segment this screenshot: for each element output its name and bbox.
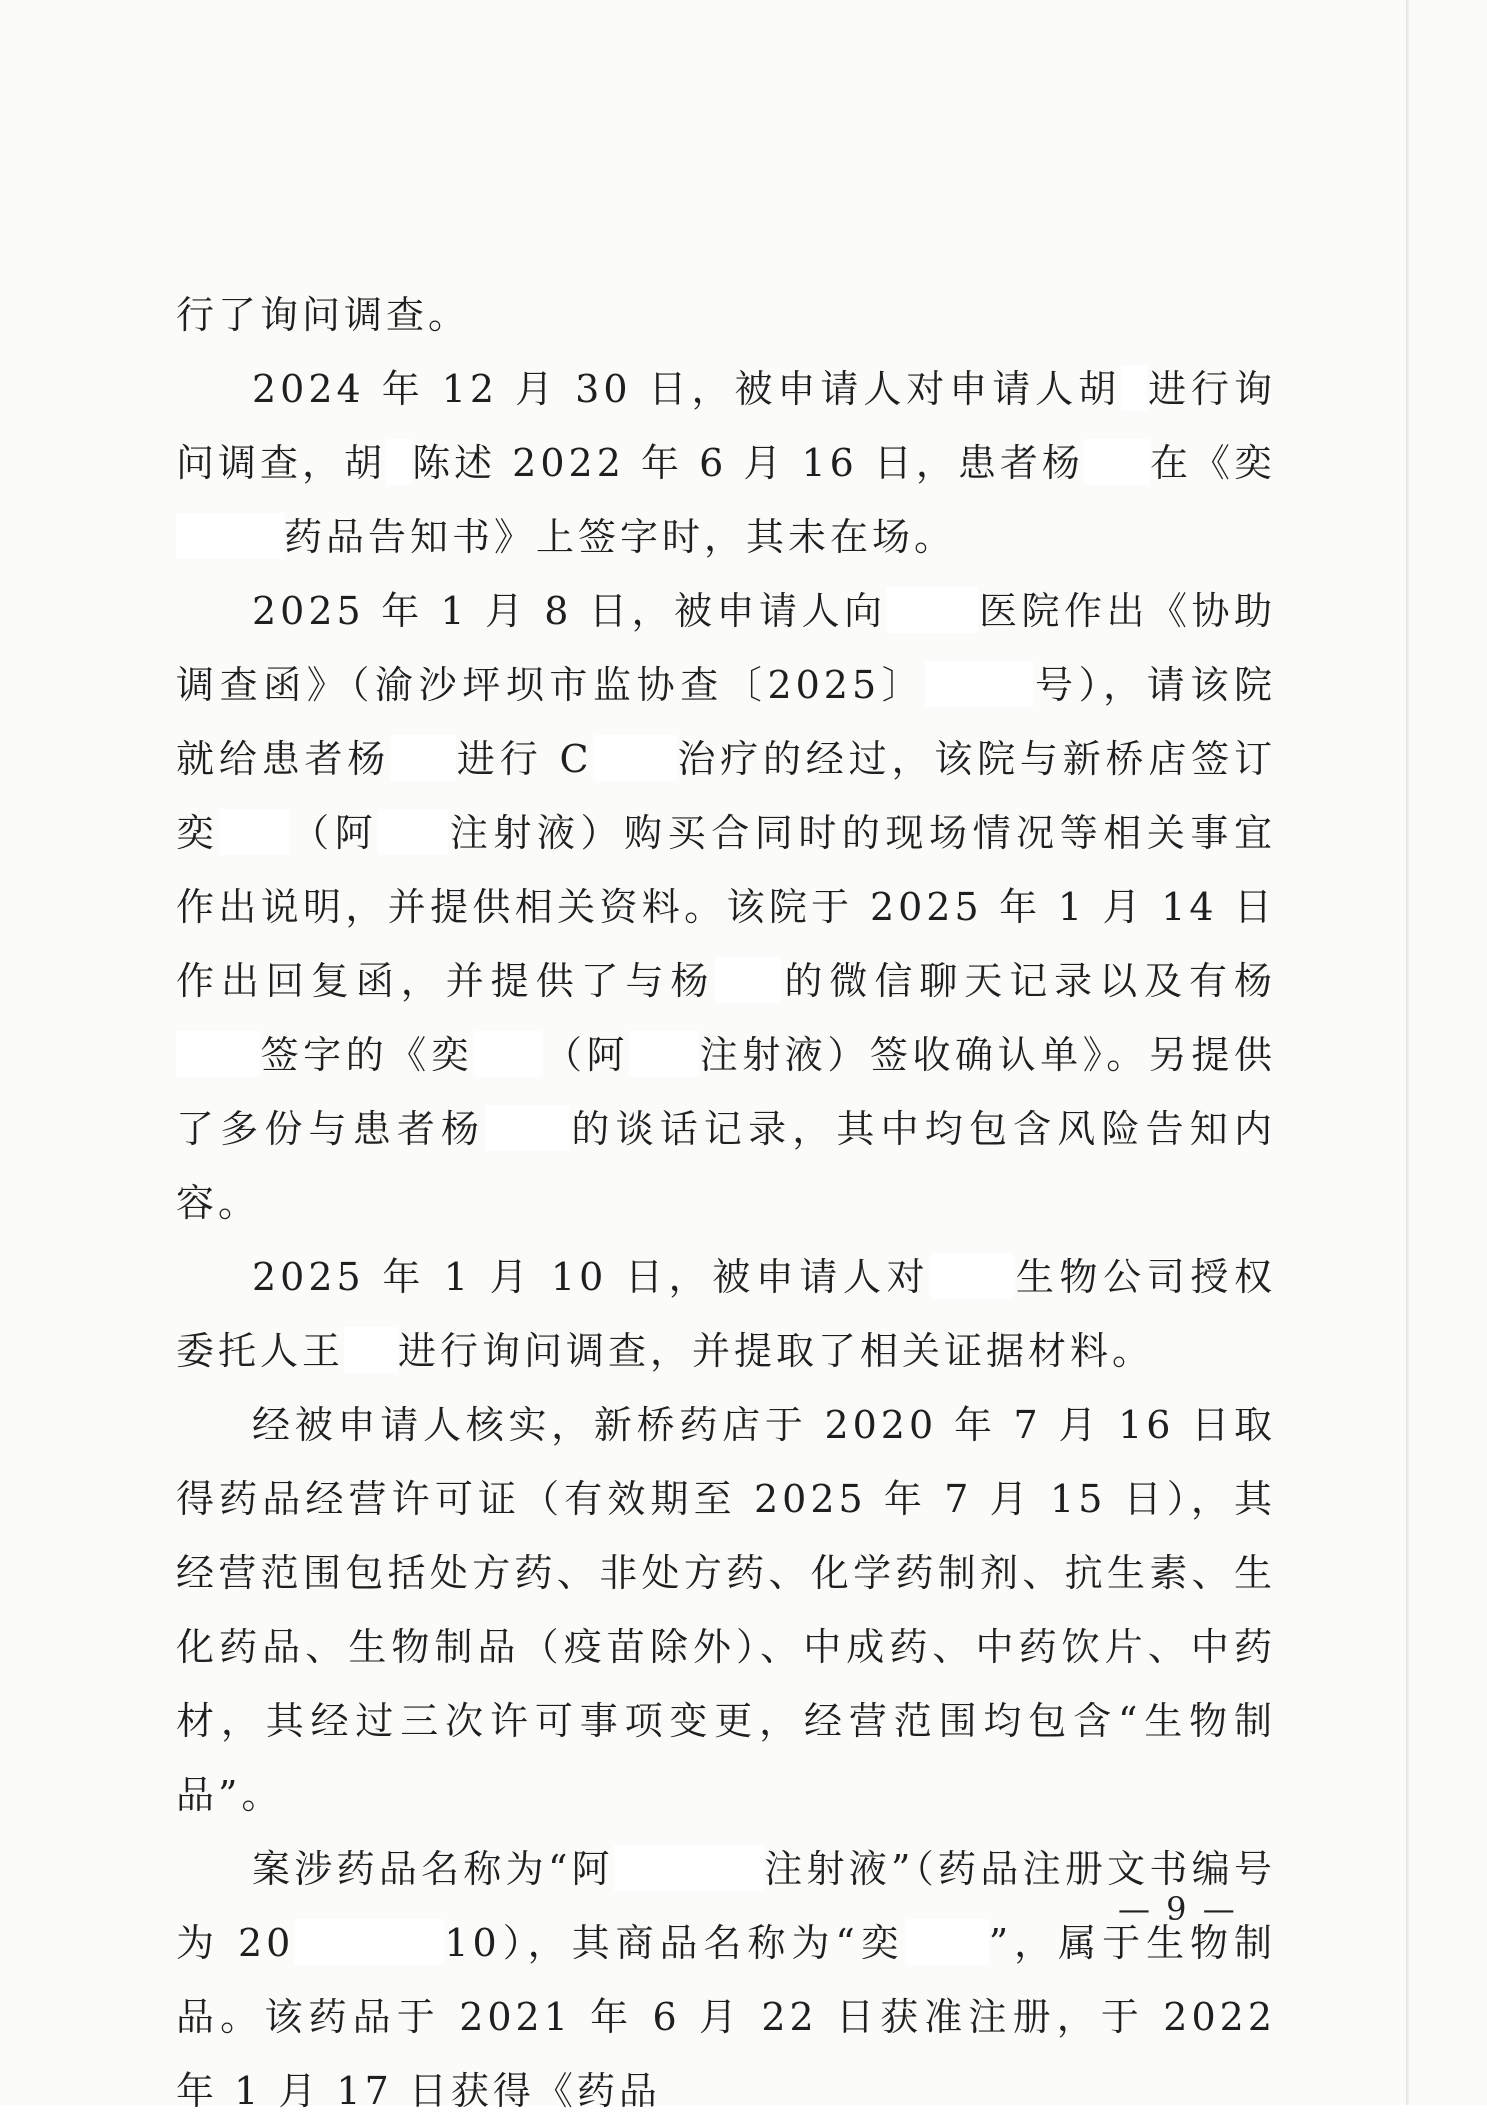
redaction-box <box>176 513 284 559</box>
page-number: — 9 — <box>1118 1890 1238 1928</box>
redaction-box <box>925 661 1033 707</box>
redaction-box <box>176 1031 260 1077</box>
page-binding-edge <box>1406 0 1409 2105</box>
redaction-box <box>485 1105 569 1151</box>
redaction-box <box>930 1253 1014 1299</box>
redaction-box <box>1121 365 1147 411</box>
redaction-box <box>473 1031 543 1077</box>
redaction-box <box>390 735 456 781</box>
redaction-box <box>220 809 290 855</box>
redaction-box <box>344 1327 398 1373</box>
paragraph-bio-company-inquiry: 2025 年 1 月 10 日，被申请人对 生物公司授权委托人王 进行询问调查，并提取了相关证据材料。 <box>176 1255 1276 1373</box>
redaction-box <box>294 1919 444 1965</box>
paragraph-hu-inquiry: 2024 年 12 月 30 日，被申请人对申请人胡 进行询问调查，胡 陈述 2022 年 6 月 16 日，患者杨 在《奕药品告知书》上签字时，其未在场。 <box>176 367 1276 559</box>
redaction-box <box>886 587 978 633</box>
redaction-box <box>905 1919 989 1965</box>
paragraph-license-verification: 经被申请人核实，新桥药店于 2020 年 7 月 16 日取得药品经营许可证（有效期至 2025 年 7 月 15 日），其经营范围包括处方药、非处方药、化学药制剂、抗生素、生化药品、生物制品（疫苗除外）、中成药、中药饮片、中药材，其经过三次许可事项变更，经营范围均包含“生物制品”。 <box>176 1403 1276 1817</box>
paragraph-hospital-letter: 2025 年 1 月 8 日，被申请人向 医院作出《协助调查函》（渝沙坪坝市监协查〔2025〕 号），请该院就给患者杨 进行 C 治疗的经过，该院与新桥店签订奕 （阿 注射液）购买合同时的现场情况等相关事宜作出说明，并提供相关资料。该院于 2025 年 1 月 14 日作出回复函，并提供了与杨 的微信聊天记录以及有杨签字的《奕 （阿 注射液）签收确认单》。另提供了多份与患者杨 的谈话记录，其中均包含风险告知内容。 <box>176 589 1276 1225</box>
paragraph-drug-details: 案涉药品名称为“阿 注射液”（药品注册文书编号为 20 10），其商品名称为“奕 ”，属于生物制品。该药品于 2021 年 6 月 22 日获准注册，于 2022 年 1 月 17 日获得《药品 <box>176 1847 1277 2113</box>
redaction-box <box>629 1031 699 1077</box>
redaction-box <box>1084 439 1150 485</box>
paragraph-continuation: 行了询问调查。 <box>176 293 471 337</box>
body-text <box>176 278 1276 2128</box>
redaction-box <box>386 439 412 485</box>
redaction-box <box>593 735 677 781</box>
redaction-box <box>378 809 448 855</box>
redaction-box <box>614 1845 764 1891</box>
redaction-box <box>715 957 781 1003</box>
